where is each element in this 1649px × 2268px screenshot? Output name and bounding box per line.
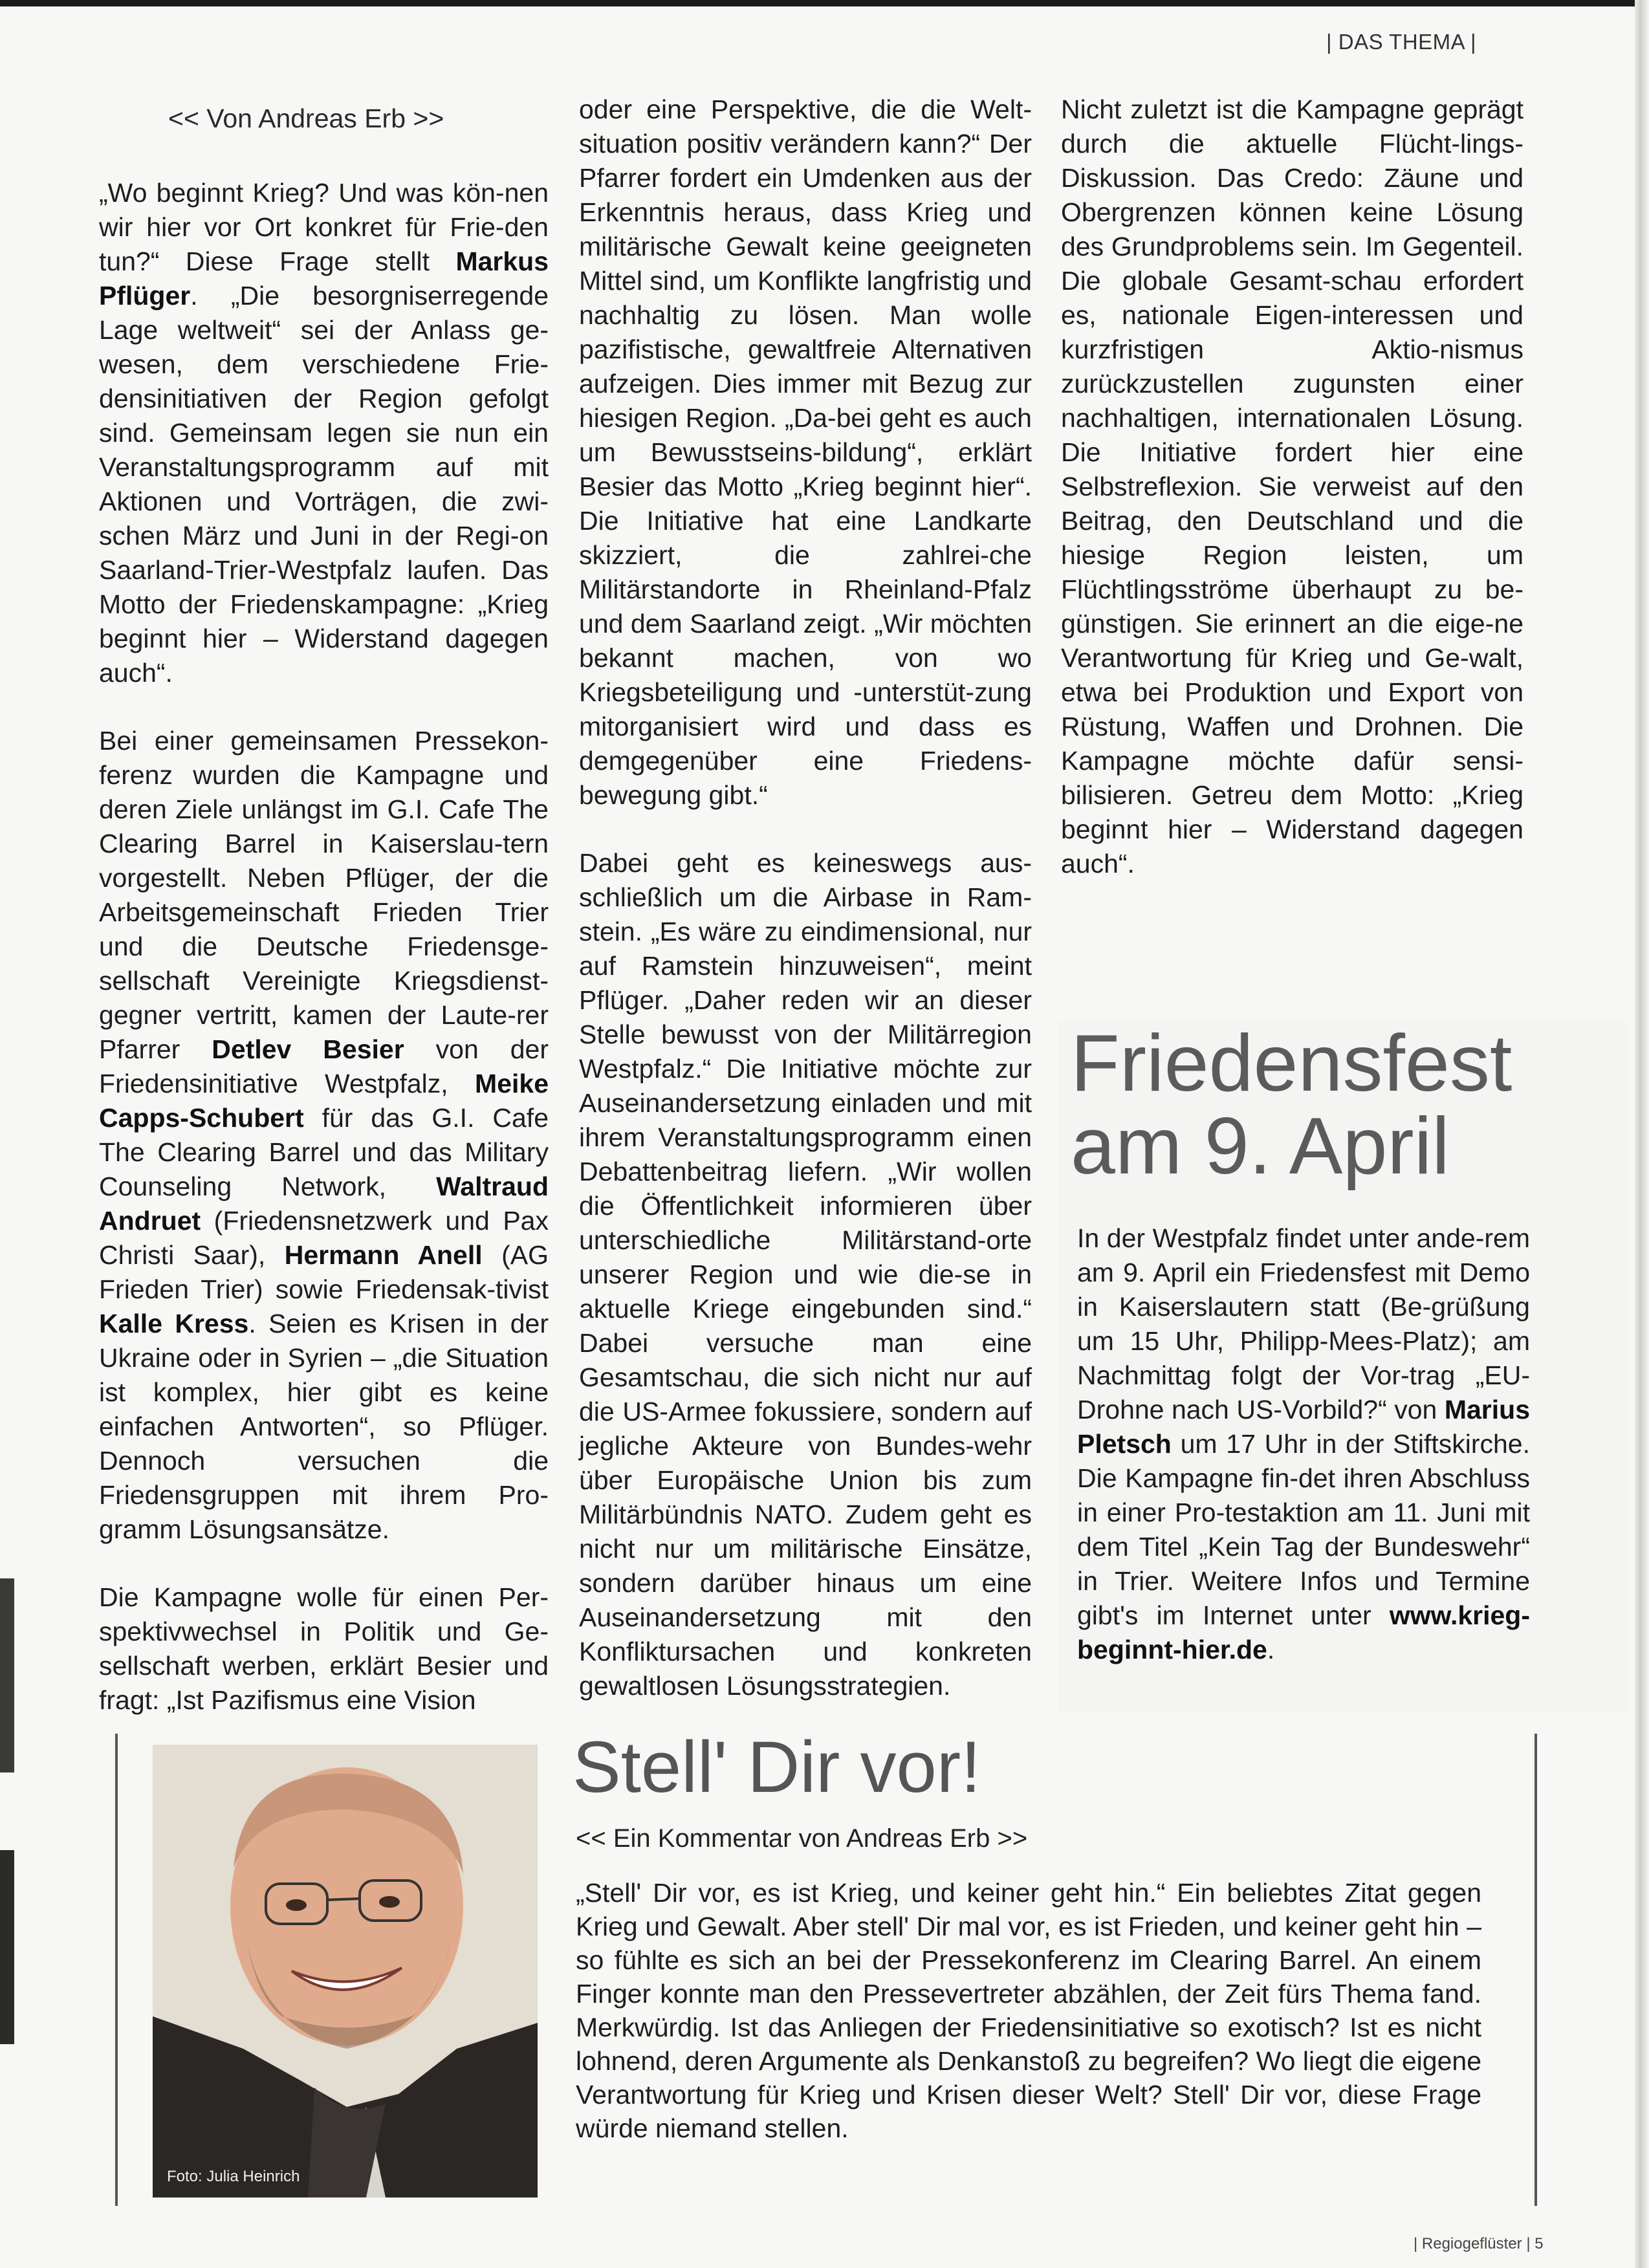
comment-byline: << Ein Kommentar von Andreas Erb >> xyxy=(576,1824,1028,1853)
person-name: Waltraud Andruet xyxy=(99,1172,549,1236)
person-name: Marius Pletsch xyxy=(1077,1395,1530,1459)
page-footer: | Regiogeflüster | 5 xyxy=(1414,2235,1544,2252)
paragraph: Dabei geht es keineswegs aus-schließlich um die Airbase in Ram-stein. „Es wäre zu eindimensional, nur auf Ramstein hinzuweisen“, meint Pflüger. „Daher reden wir an dieser Stelle bewusst von der Militärregion Westpfalz.“ Die Initiative möchte zur Auseinandersetzung einladen und mit ihrem Veranstaltungsprogramm einen Debattenbeitrag liefern. „Wir wollen die Öffentlichkeit informieren über unterschiedliche Militärstand-orte unserer Region und wie die-se in aktuelle Kriege eingebunden sind.“ Dabei versuche man eine Gesamtschau, die sich nicht nur auf die US-Armee fokussiere, sondern auf jegliche Akteure von Bundes-wehr über Europäische Union bis zum Militärbündnis NATO. Zudem geht es nicht nur um militärische Einsätze, sondern darüber hinaus um eine Auseinandersetzung mit den Konfliktursachen und konkreten gewaltlosen Lösungsstrategien. xyxy=(579,848,1032,1701)
paragraph: Die Kampagne wolle für einen Per-spektivwechsel in Politik und Ge-sellschaft werben, erklärt Besier und fragt: „Ist Pazifismus eine Vision xyxy=(99,1582,549,1715)
comment-text: „Stell' Dir vor, es ist Krieg, und keiner geht hin.“ Ein beliebtes Zitat gegen Krieg und Gewalt. Aber stell' Dir mal vor, es ist Frieden, und keiner geht hin – so fühlte es sich an bei der Pressekonferenz im Clearing Barrel. An einem Finger konnte man den Pressevertreter abzählen, der Zeit fürs Thema fand. Merkwürdig. Ist das Anliegen der Friedensinitiative so exotisch? Ist es nicht lohnend, deren Argumente als Denkanstoß zu begreifen? Wo liegt die eigene Verantwortung für Krieg und Krisen dieser Welt? Stell' Dir vor, diese Frage würde niemand stellen. xyxy=(576,1878,1481,2143)
person-name: Kalle Kress xyxy=(99,1309,249,1338)
photo-caption: Foto: Julia Heinrich xyxy=(167,2168,300,2185)
paragraph: oder eine Perspektive, die die Welt-situation positiv verändern kann?“ Der Pfarrer fordert ein Umdenken aus der Erkenntnis heraus, dass Krieg und militärische Gewalt keine geeigneten Mittel sind, um Konflikte langfristig und nachhaltig zu lösen. Man wolle pazifistische, gewaltfreie Alternativen aufzeigen. Dies immer mit Bezug zur hiesigen Region. „Da-bei geht es auch um Bewusstseins-bildung“, erklärt Besier das Motto „Krieg beginnt hier“. Die Initiative hat eine Landkarte skizziert, die zahlrei-che Militärstandorte in Rheinland-Pfalz und dem Saarland zeigt. „Wir möchten bekannt machen, von wo Kriegsbeteiligung und -unterstüt-zung mitorganisiert wird und dass es demgegenüber eine Friedens-bewegung gibt.“ xyxy=(579,94,1032,810)
friedensfest-text: In der Westpfalz findet unter ande-rem am 9. April ein Friedensfest mit Demo in Kaiserslautern statt (Be-grüßung um 15 Uhr, Philipp-Mees-Platz); am Nachmittag folgt der Vor-trag „EU-Drohne nach US-Vorbild?“ von Marius Pletsch um 17 Uhr in der Stiftskirche. Die Kampagne fin-det ihren Abschluss in einer Pro-testaktion am 11. Juni mit dem Titel „Kein Tag der Bundeswehr“ in Trier. Weitere Infos und Termine gibt's im Internet unter www.krieg-beginnt-hier.de. xyxy=(1077,1223,1530,1664)
page-fold-edge xyxy=(1635,0,1649,2268)
portrait-image xyxy=(153,1745,538,2197)
section-label: | DAS THEMA | xyxy=(1326,30,1477,54)
article-column-2 xyxy=(579,93,1032,1703)
adjacent-page-edge xyxy=(0,1578,14,1772)
article-column-3 xyxy=(1061,93,1523,881)
scan-top-edge xyxy=(0,0,1649,6)
author-photo xyxy=(153,1745,538,2197)
paragraph: „Wo beginnt Krieg? Und was kön-nen wir hier vor Ort konkret für Frie-den tun?“ Diese Frage stellt Markus Pflüger. „Die besorgniserregende Lage weltweit“ sei der Anlass ge-wesen, dem verschiedene Frie-densinitiativen der Region gefolgt sind. Gemeinsam legen sie nun ein Veranstaltungsprogramm auf mit Aktionen und Vorträgen, die zwi-schen März und Juni in der Regi-on Saarland-Trier-Westpfalz laufen. Das Motto der Friedenskampagne: „Krieg beginnt hier – Widerstand dagegen auch“. xyxy=(99,178,549,688)
comment-title: Stell' Dir vor! xyxy=(573,1727,981,1807)
friedensfest-title: Friedensfest am 9. April xyxy=(1071,1019,1512,1191)
website-link[interactable]: www.krieg-beginnt-hier.de xyxy=(1077,1600,1530,1664)
article-byline: << Von Andreas Erb >> xyxy=(168,104,444,133)
person-name: Hermann Anell xyxy=(284,1240,483,1270)
article-column-1 xyxy=(99,176,549,1717)
person-name: Markus Pflüger xyxy=(99,246,549,311)
person-name: Meike Capps-Schubert xyxy=(99,1069,549,1133)
person-name: Detlev Besier xyxy=(212,1034,404,1064)
adjacent-page-edge xyxy=(0,1850,14,2044)
paragraph: Bei einer gemeinsamen Pressekon-ferenz wurden die Kampagne und deren Ziele unlängst im G.I. Cafe The Clearing Barrel in Kaiserslau-tern vorgestellt. Neben Pflüger, der die Arbeitsgemeinschaft Frieden Trier und die Deutsche Friedensge-sellschaft Vereinigte Kriegsdienst-gegner vertritt, kamen der Laute-rer Pfarrer Detlev Besier von der Friedensinitiative Westpfalz, Meike Capps-Schubert für das G.I. Cafe The Clearing Barrel und das Military Counseling Network, Waltraud Andruet (Friedensnetzwerk und Pax Christi Saar), Hermann Anell (AG Frieden Trier) sowie Friedensak-tivist Kalle Kress. Seien es Krisen in der Ukraine oder in Syrien – „die Situation ist komplex, hier gibt es keine einfachen Antworten“, so Pflüger. Dennoch versuchen die Friedensgruppen mit ihrem Pro-gramm Lösungsansätze. xyxy=(99,726,549,1544)
paragraph: Nicht zuletzt ist die Kampagne geprägt durch die aktuelle Flücht-lings-Diskussion. Das Credo: Zäune und Obergrenzen können keine Lösung des Grundproblems sein. Im Gegenteil. Die globale Gesamt-schau erfordert es, nationale Eigen-interessen und kurzfristigen Aktio-nismus zurückzustellen zugunsten einer nachhaltigen, internationalen Lösung. Die Initiative fordert hier eine Selbstreflexion. Sie verweist auf den Beitrag, den Deutschland und die hiesige Region leisten, um Flüchtlingsströme überhaupt zu be-günstigen. Sie erinnert an die eige-ne Verantwortung für Krieg und Ge-walt, etwa bei Produktion und Export von Rüstung, Waffen und Drohnen. Die Kampagne möchte dafür sensi-bilisieren. Getreu dem Motto: „Krieg beginnt hier – Widerstand dagegen auch“. xyxy=(1061,94,1523,878)
